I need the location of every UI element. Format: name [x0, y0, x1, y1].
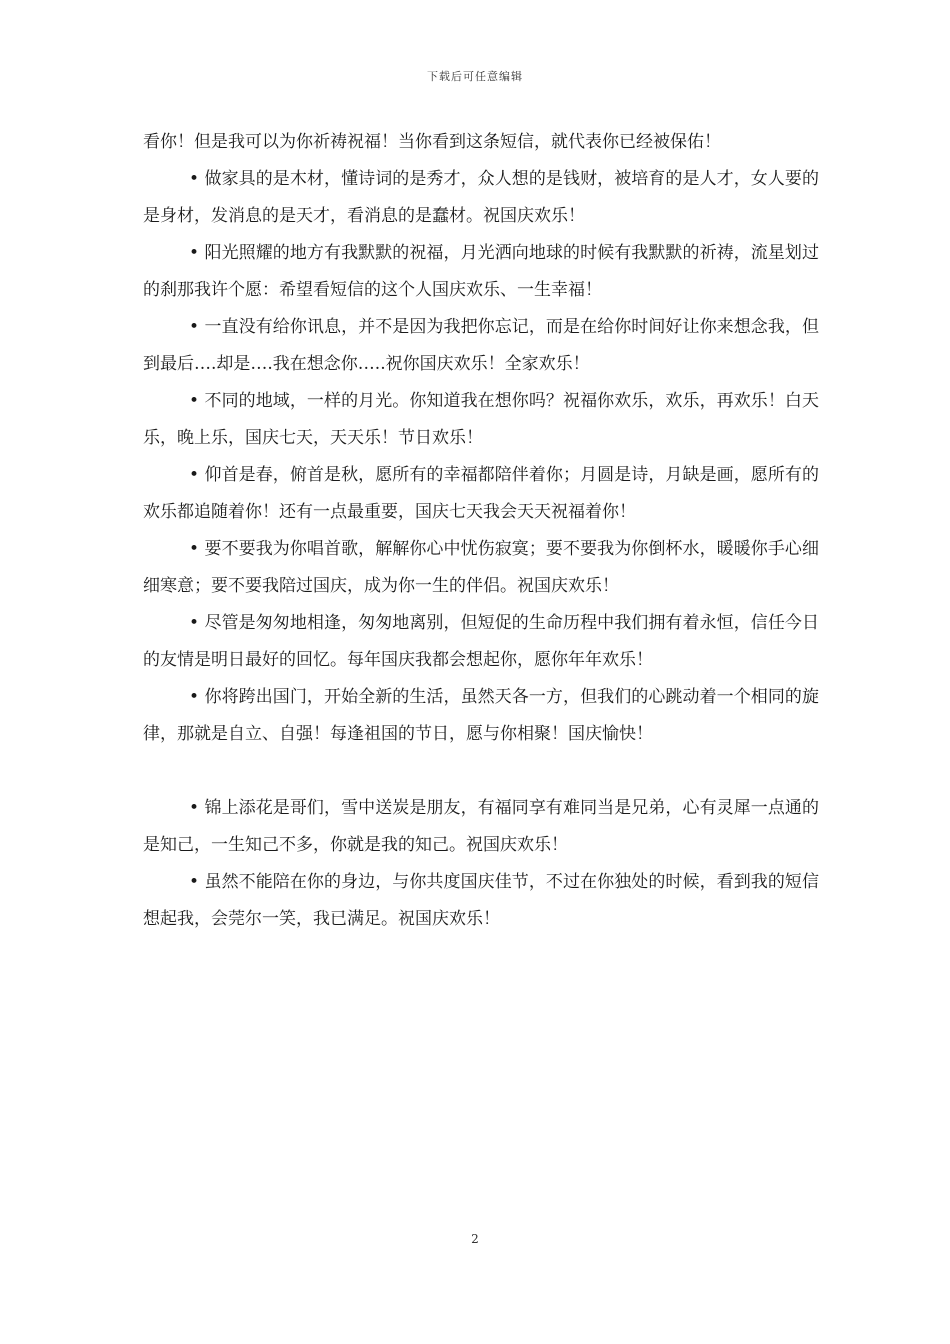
page-header: 下载后可任意编辑 [427, 70, 523, 83]
paragraph-bullet: • 不同的地域，一样的月光。你知道我在想你吗？祝福你欢乐，欢乐，再欢乐！白天乐，晚上乐，国庆七天，天天乐！节日欢乐！ [143, 391, 819, 448]
paragraph-bullet: • 仰首是春，俯首是秋，愿所有的幸福都陪伴着你；月圆是诗，月缺是画，愿所有的欢乐都追随着你！还有一点最重要，国庆七天我会天天祝福着你！ [143, 465, 819, 522]
page-number: 2 [471, 1232, 479, 1246]
paragraph-bullet: • 阳光照耀的地方有我默默的祝福，月光洒向地球的时候有我默默的祈祷，流星划过的刹那我许个愿：希望看短信的这个人国庆欢乐、一生幸福！ [143, 243, 819, 300]
document-body [143, 124, 819, 938]
paragraph-continuation: 看你！但是我可以为你祈祷祝福！当你看到这条短信，就代表你已经被保佑！ [143, 132, 721, 152]
paragraph-bullet: • 虽然不能陪在你的身边，与你共度国庆佳节，不过在你独处的时候，看到我的短信想起我，会莞尔一笑，我已满足。祝国庆欢乐！ [143, 872, 819, 929]
paragraph-bullet: • 要不要我为你唱首歌，解解你心中忧伤寂寞；要不要我为你倒杯水，暖暖你手心细细寒意；要不要我陪过国庆，成为你一生的伴侣。祝国庆欢乐！ [143, 539, 819, 596]
paragraph-bullet: • 一直没有给你讯息，并不是因为我把你忘记，而是在给你时间好让你来想念我，但到最后….却是….我在想念你…..祝你国庆欢乐！全家欢乐！ [143, 317, 819, 374]
paragraph-bullet: • 尽管是匆匆地相逢，匆匆地离别，但短促的生命历程中我们拥有着永恒，信任今日的友情是明日最好的回忆。每年国庆我都会想起你，愿你年年欢乐！ [143, 613, 819, 670]
paragraph-bullet: • 做家具的是木材，懂诗词的是秀才，众人想的是钱财，被培育的是人才，女人要的是身材，发消息的是天才，看消息的是蠢材。祝国庆欢乐！ [143, 169, 819, 226]
paragraph-bullet: • 锦上添花是哥们，雪中送炭是朋友，有福同享有难同当是兄弟，心有灵犀一点通的是知己，一生知己不多，你就是我的知己。祝国庆欢乐！ [143, 798, 819, 855]
paragraph-bullet: • 你将跨出国门，开始全新的生活，虽然天各一方，但我们的心跳动着一个相同的旋律，那就是自立、自强！每逢祖国的节日，愿与你相聚！国庆愉快！ [143, 687, 819, 744]
